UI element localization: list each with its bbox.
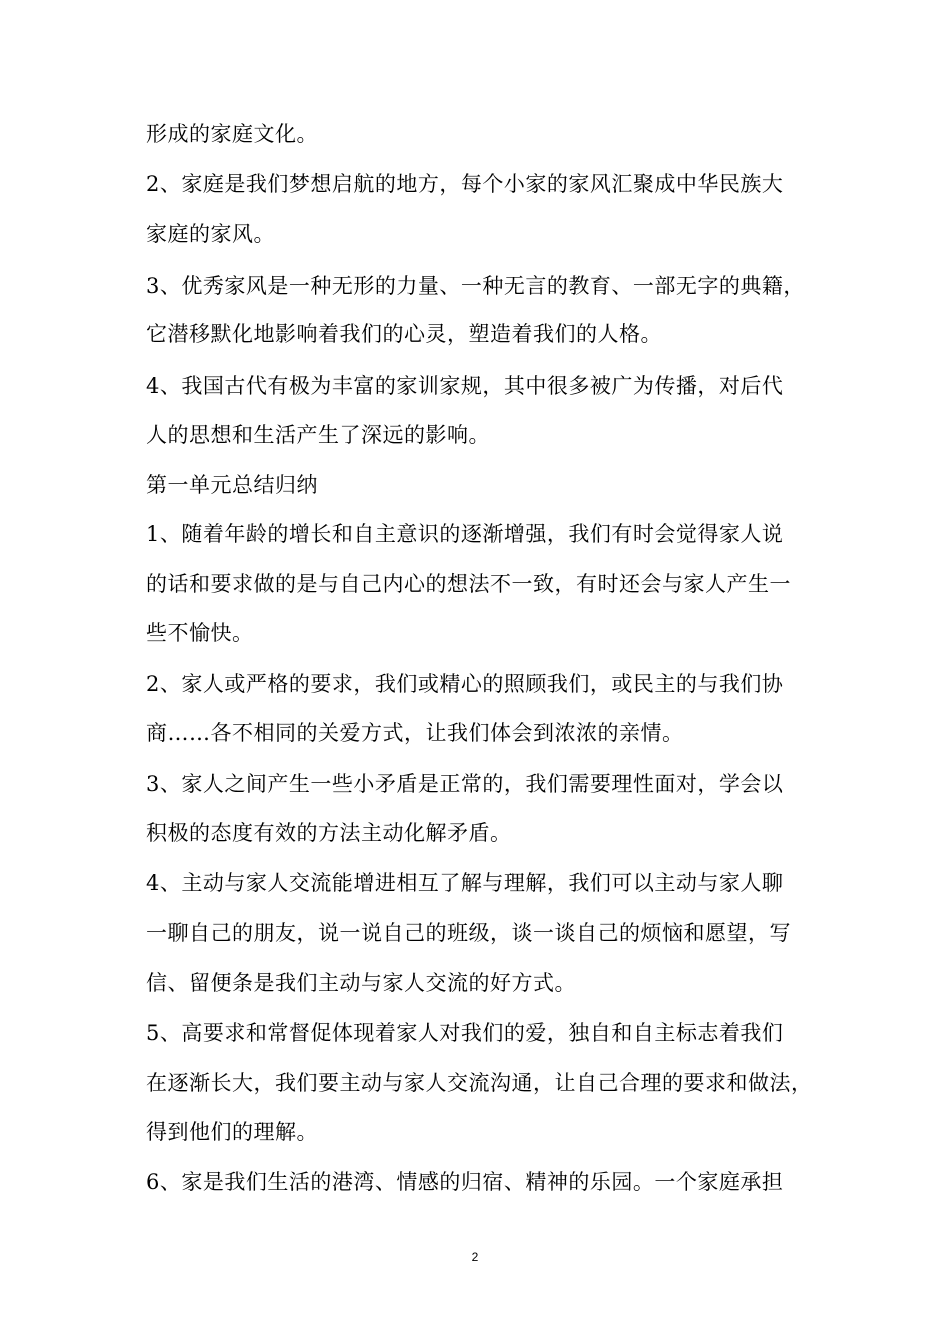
section-heading: 第一单元总结归纳 [146, 473, 318, 497]
text-line: 3、优秀家风是一种无形的力量、一种无言的教育、一部无字的典籍， [146, 274, 805, 298]
text-line: 些不愉快。 [146, 621, 254, 645]
text-line: 6、家是我们生活的港湾、情感的归宿、精神的乐园。一个家庭承担 [146, 1170, 784, 1194]
text-line: 人的思想和生活产生了深远的影响。 [146, 423, 490, 447]
text-line: 在逐渐长大，我们要主动与家人交流沟通，让自己合理的要求和做法， [146, 1071, 813, 1095]
text-line: 4、我国古代有极为丰富的家训家规，其中很多被广为传播，对后代 [146, 374, 784, 398]
text-line: 商……各不相同的关爱方式，让我们体会到浓浓的亲情。 [146, 721, 684, 745]
text-line: 形成的家庭文化。 [146, 122, 318, 146]
text-line: 1、随着年龄的增长和自主意识的逐渐增强，我们有时会觉得家人说 [146, 522, 784, 546]
text-line: 家庭的家风。 [146, 222, 275, 246]
text-line: 信、留便条是我们主动与家人交流的好方式。 [146, 971, 576, 995]
text-line: 5、高要求和常督促体现着家人对我们的爱，独自和自主标志着我们 [146, 1021, 784, 1045]
text-line: 的话和要求做的是与自己内心的想法不一致，有时还会与家人产生一 [146, 572, 791, 596]
text-line: 4、主动与家人交流能增进相互了解与理解，我们可以主动与家人聊 [146, 871, 784, 895]
text-line: 一聊自己的朋友，说一说自己的班级，谈一谈自己的烦恼和愿望，写 [146, 921, 791, 945]
text-line: 它潜移默化地影响着我们的心灵，塑造着我们的人格。 [146, 322, 662, 346]
text-line: 得到他们的理解。 [146, 1120, 318, 1144]
text-line: 2、家庭是我们梦想启航的地方，每个小家的家风汇聚成中华民族大 [146, 172, 784, 196]
text-line: 2、家人或严格的要求，我们或精心的照顾我们，或民主的与我们协 [146, 672, 784, 696]
text-line: 3、家人之间产生一些小矛盾是正常的，我们需要理性面对，学会以 [146, 772, 784, 796]
text-line: 积极的态度有效的方法主动化解矛盾。 [146, 821, 512, 845]
page-number: 2 [471, 1250, 479, 1264]
